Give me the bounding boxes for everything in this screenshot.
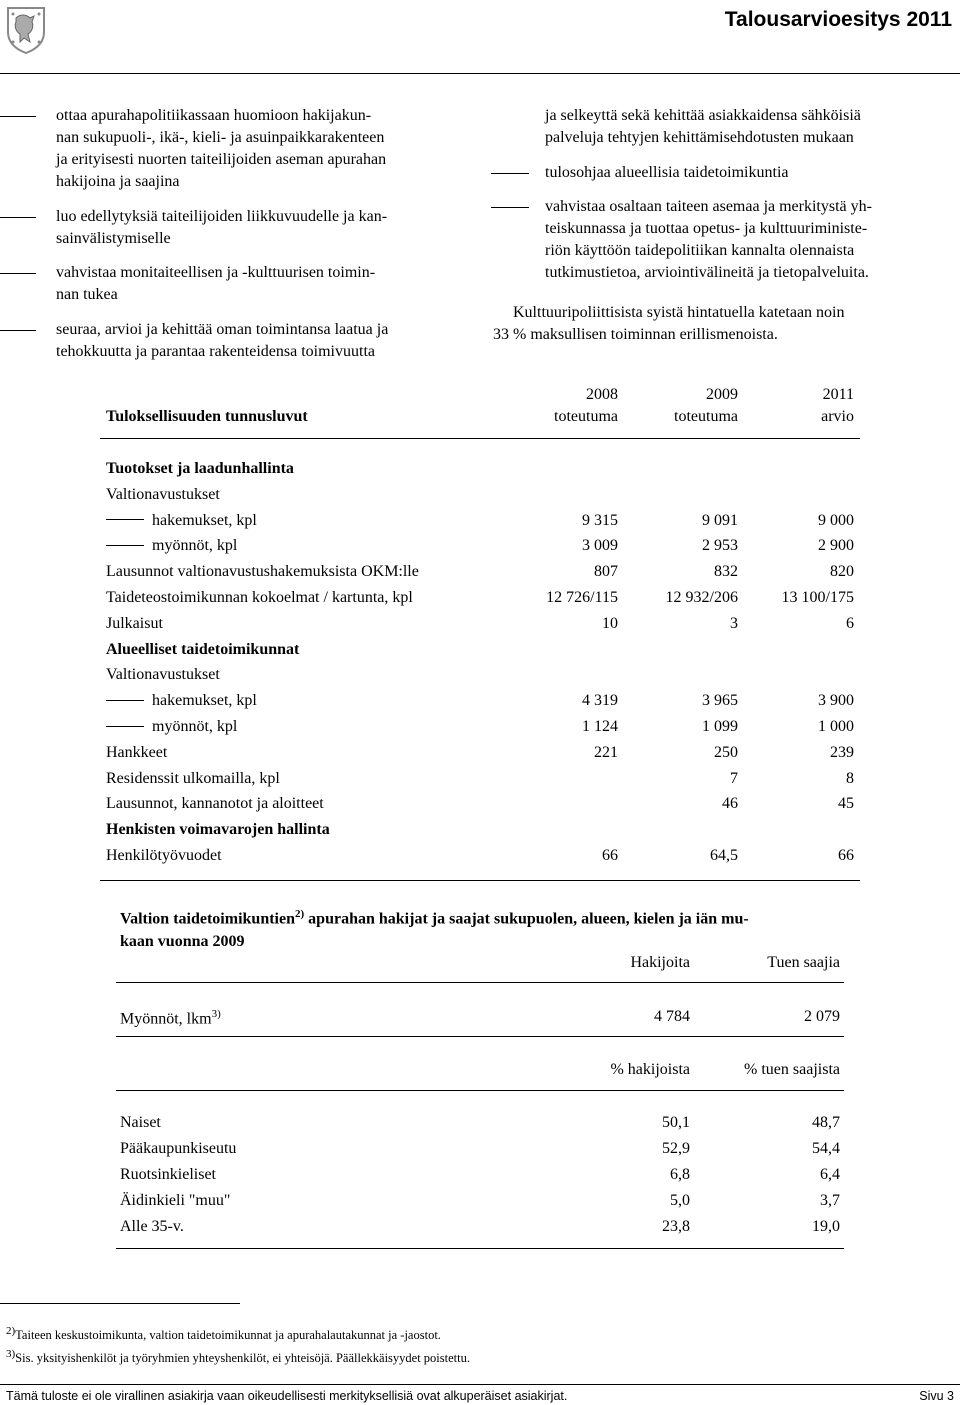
grants-header-counts	[0, 954, 960, 980]
table-title: Tuloksellisuuden tunnusluvut	[106, 408, 308, 425]
row-label: Alle 35-v.	[120, 1218, 184, 1235]
cell-value: 6,4	[820, 1166, 840, 1183]
bullet-line: tutkimustietoa, arviointivälineitä ja tietopalveluita.	[545, 264, 869, 281]
grants-row	[0, 1166, 960, 1192]
title-part: kaan vuonna 2009	[120, 933, 245, 951]
table-row	[0, 589, 960, 615]
row-label	[106, 692, 257, 710]
document-title: Talousarvioesitys 2011	[724, 8, 952, 31]
cell-value: 9 091	[702, 511, 738, 529]
grants-row	[0, 1218, 960, 1244]
row-label	[106, 460, 294, 478]
bullet-line: hakijoina ja saajina	[56, 173, 180, 190]
table-row	[0, 666, 960, 692]
right-bullet-1	[545, 162, 955, 184]
bullet-line: luo edellytyksiä taiteilijoiden liikkuvuudelle ja kan-	[56, 208, 388, 225]
bullet-dash	[0, 116, 36, 117]
row-label	[106, 718, 237, 736]
cell-value: 66	[602, 847, 618, 864]
col-2009-kind: toteutuma	[674, 408, 738, 425]
title-part: apurahan hakijat ja saajat sukupuolen, alueen, kielen ja iän mu-	[304, 910, 749, 928]
grants-rule-2	[116, 1036, 844, 1037]
row-label	[120, 1008, 221, 1028]
cell-value: 239	[830, 743, 854, 761]
row-label-text: Henkisten voimavarojen hallinta	[106, 821, 330, 839]
grants-rule-1	[116, 982, 844, 983]
row-label: Äidinkieli "muu"	[120, 1192, 231, 1209]
footnote-text: Sis. yksityishenkilöt ja työryhmien yhteyshenkilöt, ei yhteisöjä. Päällekkäisyydet poistettu.	[15, 1351, 470, 1366]
bullet-dash	[0, 217, 36, 218]
cell-value: 23,8	[662, 1218, 690, 1235]
cell-value: 3 900	[818, 692, 854, 710]
row-label	[106, 821, 330, 839]
text-line: palveluja tehtyjen kehittämisehdotusten mukaan	[545, 129, 854, 146]
table-row	[0, 692, 960, 718]
row-label-text: Tuotokset ja laadunhallinta	[106, 460, 294, 477]
cell-value: 250	[714, 743, 738, 761]
cell-value: 6	[846, 614, 854, 632]
footnote-ref: 3)	[211, 1008, 221, 1020]
table-row	[0, 563, 960, 589]
cell-value: 64,5	[710, 847, 738, 864]
cell-value: 3,7	[820, 1192, 840, 1209]
cell-value: 52,9	[662, 1140, 690, 1157]
grants-row	[0, 1114, 960, 1140]
sub-item-dash	[106, 519, 144, 520]
table-row	[0, 795, 960, 821]
row-label-text: myönnöt, kpl	[152, 537, 238, 555]
bullet-dash	[491, 207, 529, 208]
cell-value: 4 319	[582, 692, 618, 710]
footnote-ref: 2)	[295, 908, 305, 920]
bullet-line: nan sukupuoli-, ikä-, kieli- ja asuinpaikkarakenteen	[56, 129, 385, 146]
row-label	[106, 589, 413, 607]
bullet-line: vahvistaa monitaiteellisen ja -kulttuurisen toimin-	[56, 264, 376, 281]
right-continuation	[545, 105, 955, 149]
footnote-mark: 3)	[6, 1348, 16, 1360]
col-pct-applicants: % hakijoista	[610, 1061, 690, 1078]
cell-value: 2 079	[804, 1008, 840, 1025]
grants-row	[0, 1192, 960, 1218]
left-bullet-1	[56, 105, 476, 193]
row-label	[106, 615, 163, 633]
sub-item-dash	[106, 545, 144, 546]
row-label	[106, 537, 237, 555]
footnote-text: Taiteen keskustoimikunta, valtion taidetoimikunnat ja apurahalautakunnat ja -jaostot.	[15, 1328, 441, 1343]
table-row	[0, 512, 960, 538]
row-label	[106, 641, 299, 659]
row-label	[106, 666, 220, 684]
cell-value: 45	[838, 795, 854, 813]
row-label-text: Julkaisut	[106, 614, 163, 632]
bullet-line: sainvälistymiselle	[56, 230, 171, 247]
cell-value: 12 932/206	[665, 589, 738, 606]
row-label-text: hakemukset, kpl	[152, 511, 257, 529]
grants-row-myonnot	[0, 1008, 960, 1034]
bullet-line: ottaa apurahapolitiikassaan huomioon hakijakun-	[56, 107, 372, 124]
cell-value: 3	[730, 614, 738, 632]
table-row	[0, 537, 960, 563]
cell-value: 13 100/175	[781, 589, 854, 606]
cell-value: 4 784	[654, 1008, 690, 1025]
left-bullet-3	[56, 262, 476, 306]
row-label-text: Valtionavustukset	[106, 485, 220, 503]
table-row	[0, 770, 960, 796]
col-2009-year: 2009	[706, 386, 738, 403]
bullet-dash	[0, 330, 36, 331]
header-rule	[0, 73, 960, 74]
row-label	[106, 563, 419, 581]
bullet-line: ja erityisesti nuorten taiteilijoiden aseman apurahan	[56, 151, 387, 168]
cell-value: 6,8	[670, 1166, 690, 1183]
bullet-dash	[0, 273, 36, 274]
cell-value: 820	[830, 563, 854, 581]
title-part: Valtion taidetoimikuntien	[120, 910, 295, 928]
row-label	[106, 744, 167, 762]
grants-row	[0, 1140, 960, 1166]
cell-value: 807	[594, 563, 618, 581]
row-label-text: Lausunnot, kannanotot ja aloitteet	[106, 795, 324, 813]
row-label-text: Residenssit ulkomailla, kpl	[106, 769, 280, 787]
bullet-line: seuraa, arvioi ja kehittää oman toimintansa laatua ja	[56, 321, 389, 338]
right-bullet-2	[545, 196, 955, 284]
cell-value: 50,1	[662, 1114, 690, 1131]
col-2008-year: 2008	[586, 386, 618, 403]
table-bottom-rule	[100, 880, 860, 881]
cell-value: 2 900	[818, 537, 854, 555]
cell-value: 1 099	[702, 718, 738, 735]
cell-value: 7	[730, 769, 738, 787]
row-label-text: Myönnöt, lkm	[120, 1010, 212, 1028]
bullet-line: tehokkuutta ja parantaa rakenteidensa toimivuutta	[56, 343, 375, 360]
table-row	[0, 460, 960, 486]
cell-value: 8	[846, 769, 854, 787]
cell-value: 221	[594, 743, 618, 761]
right-paragraph	[493, 302, 955, 346]
bullet-line: riön käyttöön taidepolitiikan kannalta olennaista	[545, 242, 855, 259]
table-row	[0, 821, 960, 847]
table-row	[0, 486, 960, 512]
row-label	[106, 770, 280, 788]
table-row	[0, 641, 960, 667]
left-bullet-4	[56, 319, 476, 363]
cell-value: 3 965	[702, 692, 738, 710]
table-row	[0, 847, 960, 873]
footer-disclaimer: Tämä tuloste ei ole virallinen asiakirja vaan oikeudellisesti merkityksellisiä ovat alkuperäiset asiakirjat.	[6, 1389, 568, 1403]
col-recipients: Tuen saajia	[767, 954, 840, 971]
text-line: ja selkeyttä sekä kehittää asiakkaidensa sähköisiä	[545, 107, 861, 124]
table-row	[0, 718, 960, 744]
row-label-text: Alueelliset taidetoimikunnat	[106, 640, 300, 658]
cell-value: 19,0	[812, 1218, 840, 1235]
table-row	[0, 744, 960, 770]
cell-value: 1 124	[582, 718, 618, 735]
bullet-line: tulosohjaa alueellisia taidetoimikuntia	[545, 164, 789, 181]
row-label-text: Lausunnot valtionavustushakemuksista OKM:lle	[106, 563, 419, 581]
table-header-rule	[100, 438, 860, 439]
cell-value: 3 009	[582, 537, 618, 555]
row-label	[106, 795, 324, 813]
grants-rule-3	[116, 1090, 844, 1091]
col-pct-recipients: % tuen saajista	[744, 1061, 840, 1078]
page-number: Sivu 3	[919, 1389, 954, 1403]
row-label: Pääkaupunkiseutu	[120, 1140, 237, 1157]
finnish-lion-crest-icon	[4, 4, 48, 54]
row-label	[106, 486, 220, 504]
cell-value: 9 000	[818, 511, 854, 529]
cell-value: 12 726/115	[546, 589, 618, 606]
grants-header-percent	[0, 1061, 960, 1087]
cell-value: 5,0	[670, 1192, 690, 1209]
footnote-separator	[0, 1303, 240, 1304]
row-label-text: myönnöt, kpl	[152, 718, 238, 735]
footnote-2	[6, 1325, 441, 1343]
text-line: 33 % maksullisen toiminnan erillismenoista.	[493, 326, 778, 343]
col-applicants: Hakijoita	[630, 954, 690, 971]
bullet-dash	[491, 173, 529, 174]
row-label-text: Hankkeet	[106, 743, 168, 761]
cell-value: 832	[714, 563, 738, 581]
cell-value: 48,7	[812, 1114, 840, 1131]
bullet-line: vahvistaa osaltaan taiteen asemaa ja merkitystä yh-	[545, 198, 872, 215]
grants-bottom-rule	[116, 1248, 844, 1249]
row-label-text: Valtionavustukset	[106, 666, 220, 684]
bullet-line: nan tukea	[56, 286, 118, 303]
col-2008-kind: toteutuma	[554, 408, 618, 425]
footer-rule	[0, 1384, 960, 1385]
cell-value: 10	[602, 614, 618, 632]
cell-value: 2 953	[702, 537, 738, 555]
sub-item-dash	[106, 700, 144, 701]
cell-value: 54,4	[812, 1140, 840, 1157]
grants-table-title	[120, 903, 860, 953]
col-2011-year: 2011	[822, 386, 854, 403]
bullet-line: teiskunnassa ja tuottaa opetus- ja kulttuuriministe-	[545, 220, 868, 237]
text-line: Kulttuuripoliittisista syistä hintatuella katetaan noin	[513, 304, 845, 321]
row-label	[106, 512, 257, 530]
row-label-text: Henkilötyövuodet	[106, 847, 222, 864]
footnote-mark: 2)	[6, 1325, 16, 1337]
cell-value: 46	[722, 795, 738, 813]
left-bullet-2	[56, 206, 476, 250]
row-label	[106, 847, 222, 865]
row-label: Naiset	[120, 1114, 161, 1131]
row-label-text: Taideteostoimikunnan kokoelmat / kartunta, kpl	[106, 589, 413, 606]
cell-value: 9 315	[582, 511, 618, 529]
table-row	[0, 615, 960, 641]
cell-value: 66	[838, 847, 854, 864]
col-2011-kind: arvio	[821, 408, 854, 425]
footnote-3	[6, 1348, 470, 1366]
cell-value: 1 000	[818, 718, 854, 735]
sub-item-dash	[106, 726, 144, 727]
row-label: Ruotsinkieliset	[120, 1166, 216, 1183]
row-label-text: hakemukset, kpl	[152, 692, 257, 710]
